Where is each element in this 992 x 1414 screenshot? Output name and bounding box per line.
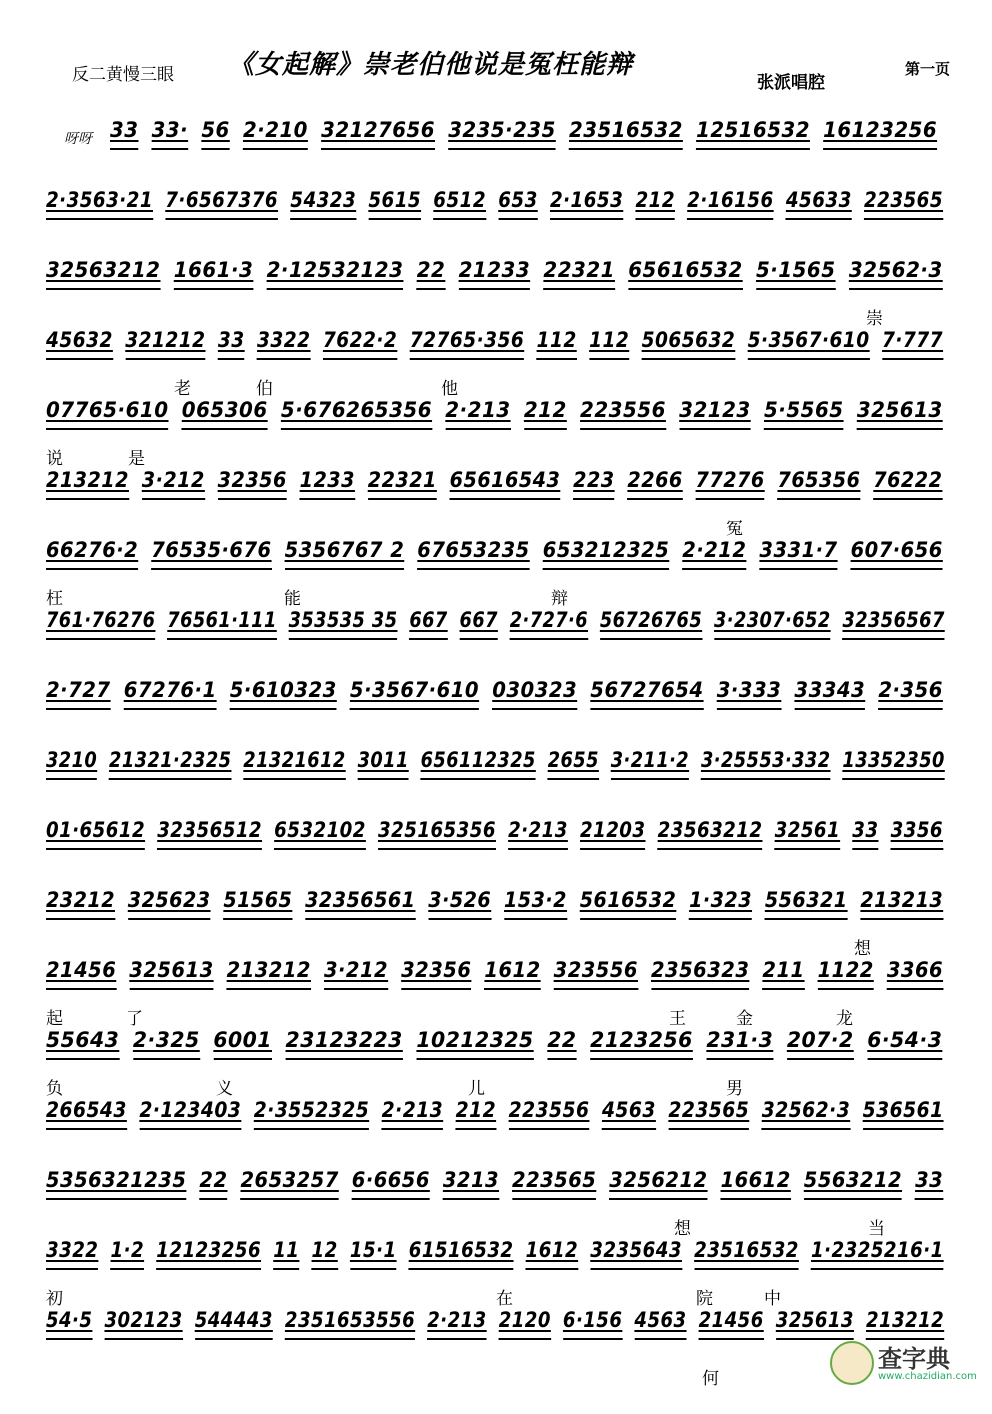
note-group: 207·2 [786, 1028, 854, 1052]
note-group: 21233 [458, 258, 531, 282]
note-group: 2356323 [650, 958, 750, 982]
lyric-line [46, 1284, 966, 1308]
note-group: 5065632 [641, 328, 736, 352]
lyric-char: 男 [726, 1079, 743, 1099]
note-group: 22 [547, 1028, 577, 1052]
note-group: 3·2307·652 [713, 608, 831, 632]
note-group: 3·212 [323, 958, 389, 982]
note-group: 266543 [46, 1098, 127, 1122]
note-group: 54323 [290, 188, 357, 212]
note-group: 32356 [217, 468, 287, 492]
note-group: 211 [762, 958, 805, 982]
page-number: 第一页 [905, 60, 951, 78]
note-group: 3011 [357, 748, 409, 772]
notation-line [46, 678, 956, 702]
lyric-char: 老 [174, 379, 191, 399]
lyric-line [46, 514, 966, 538]
note-group: 32356 [401, 958, 472, 982]
note-group: 32563212 [46, 258, 161, 282]
note-group: 76561·111 [167, 608, 277, 632]
note-group: 223556 [580, 398, 666, 422]
note-group: 32356561 [305, 888, 416, 912]
note-group: 23563212 [657, 818, 763, 842]
notation-line [46, 468, 955, 492]
note-group: 07765·610 [46, 398, 169, 422]
note-group: 6·156 [562, 1308, 623, 1332]
note-group: 3356 [890, 818, 944, 842]
lyric-line [46, 234, 966, 258]
note-group: 2·213 [508, 818, 568, 842]
score-row [46, 1028, 966, 1099]
notation-line [46, 748, 957, 772]
notation-line [46, 818, 955, 842]
note-group: 01·65612 [46, 818, 146, 842]
note-group: 3·526 [428, 888, 492, 912]
note-group: 5356321235 [46, 1168, 187, 1192]
note-group: 16123256 [823, 118, 938, 142]
note-group: 213212 [226, 958, 311, 982]
note-group: 2·727 [46, 678, 111, 702]
lyric-char: 了 [126, 1009, 143, 1029]
note-group: 45632 [46, 328, 113, 352]
lyric-char: 院 [696, 1289, 713, 1309]
score-row [46, 328, 966, 399]
note-group: 15·1 [349, 1238, 397, 1262]
page-title: 《女起解》崇老伯他说是冤枉能辩 [228, 50, 634, 80]
note-group: 5615 [368, 188, 422, 212]
note-group: 2·213 [445, 398, 511, 422]
lyric-char: 能 [284, 589, 301, 609]
notation-line [46, 1168, 956, 1192]
watermark-url: www.chazidian.com [878, 1371, 977, 1382]
note-group: 65616543 [449, 468, 561, 492]
note-group: 1612 [484, 958, 541, 982]
note-group: 213213 [860, 888, 944, 912]
vocal-prefix: 呀呀 [64, 131, 92, 147]
note-group: 2·727·6 [509, 608, 589, 632]
note-group: 607·656 [850, 538, 943, 562]
note-group: 2·16156 [687, 188, 774, 212]
note-group: 72765·356 [409, 328, 525, 352]
note-group: 23212 [46, 888, 115, 912]
lyric-char: 当 [868, 1219, 885, 1239]
note-group: 3·333 [716, 678, 782, 702]
notation-line [46, 1238, 956, 1262]
note-group: 213212 [866, 1308, 945, 1332]
note-group: 3·211·2 [610, 748, 690, 772]
note-group: 3366 [886, 958, 944, 982]
note-group: 325613 [129, 958, 214, 982]
note-group: 3213 [442, 1168, 500, 1192]
lyric-line [46, 444, 966, 468]
score-row [46, 958, 966, 1029]
lyric-line [46, 724, 966, 748]
lyric-char: 伯 [256, 379, 273, 399]
note-group: 2120 [498, 1308, 551, 1332]
note-group: 12 [311, 1238, 338, 1262]
score-row [46, 188, 966, 224]
score-row [46, 608, 966, 644]
note-group: 55643 [46, 1028, 120, 1052]
note-group: 3·25553·332 [700, 748, 831, 772]
lyric-char: 负 [46, 1079, 63, 1099]
note-group: 323556 [553, 958, 638, 982]
note-group: 32561 [774, 818, 841, 842]
note-group: 13352350 [842, 748, 945, 772]
note-group: 32562·3 [761, 1098, 851, 1122]
mascot-icon [830, 1341, 874, 1385]
note-group: 325623 [127, 888, 211, 912]
lyric-line [46, 584, 966, 608]
note-group: 21456 [698, 1308, 764, 1332]
lyric-char: 枉 [46, 589, 63, 609]
note-group: 2·1653 [549, 188, 624, 212]
note-group: 2·356 [878, 678, 943, 702]
note-group: 4563 [601, 1098, 656, 1122]
note-group: 112 [536, 328, 577, 352]
note-group: 45633 [785, 188, 852, 212]
lyric-char: 冤 [726, 519, 743, 539]
note-group: 153·2 [503, 888, 567, 912]
note-group: 3235·235 [448, 118, 556, 142]
note-group: 1122 [817, 958, 874, 982]
lyric-line [46, 304, 966, 328]
note-group: 2·3563·21 [46, 188, 154, 212]
lyric-line [46, 934, 966, 958]
note-group: 1·323 [689, 888, 753, 912]
note-group: 325613 [775, 1308, 854, 1332]
lyric-line [46, 864, 966, 888]
lyric-char: 义 [216, 1079, 233, 1099]
note-group: 5·1565 [755, 258, 836, 282]
notation-line [46, 188, 955, 212]
note-group: 54·5 [46, 1308, 93, 1332]
lyric-char: 儿 [468, 1079, 485, 1099]
note-group: 16612 [720, 1168, 791, 1192]
note-group: 56726765 [599, 608, 703, 632]
lyric-char: 辩 [551, 589, 568, 609]
lyric-char: 在 [496, 1289, 513, 1309]
note-group: 030323 [492, 678, 578, 702]
note-group: 32356512 [157, 818, 263, 842]
note-group: 12516532 [696, 118, 810, 142]
note-group: 22321 [543, 258, 615, 282]
note-group: 33· [151, 118, 189, 142]
note-group: 223565 [668, 1098, 750, 1122]
notation-line [46, 258, 956, 282]
note-group: 223565 [863, 188, 944, 212]
note-group: 33 [915, 1168, 944, 1192]
lyric-line [46, 1214, 966, 1238]
note-group: 353535 35 [288, 608, 398, 632]
note-group: 23516532 [694, 1238, 799, 1262]
key-signature: 反二黄慢三眼 [72, 65, 174, 85]
note-group: 653212325 [542, 538, 670, 562]
note-group: 6·6656 [351, 1168, 430, 1192]
note-group: 212 [455, 1098, 497, 1122]
note-group: 32127656 [321, 118, 436, 142]
note-group: 3210 [46, 748, 98, 772]
note-group: 5·3567·610 [349, 678, 480, 702]
note-group: 2·12532123 [266, 258, 404, 282]
notation-line [46, 328, 955, 352]
note-group: 223565 [512, 1168, 597, 1192]
lyric-char: 是 [128, 449, 145, 469]
note-group: 212 [523, 398, 567, 422]
note-group: 6532102 [274, 818, 366, 842]
note-group: 6512 [433, 188, 487, 212]
notation-line [46, 1308, 956, 1332]
note-group: 33 [852, 818, 879, 842]
note-group: 213212 [46, 468, 129, 492]
note-group: 2123256 [590, 1028, 693, 1052]
note-group: 5·5565 [763, 398, 844, 422]
lyric-line [46, 1004, 966, 1028]
lyric-char: 想 [674, 1219, 691, 1239]
notation-line [46, 608, 957, 632]
lyric-char: 起 [46, 1009, 63, 1029]
watermark-logo [816, 1335, 976, 1391]
lyric-char: 中 [764, 1289, 781, 1309]
note-group: 667 [409, 608, 448, 632]
lyric-char: 龙 [836, 1009, 853, 1029]
note-group: 1661·3 [173, 258, 254, 282]
note-group: 2·3552325 [253, 1098, 370, 1122]
note-group: 231·3 [706, 1028, 774, 1052]
note-group: 32562·3 [848, 258, 943, 282]
score-row [110, 118, 992, 154]
note-group: 23516532 [569, 118, 683, 142]
lyric-char: 初 [46, 1289, 63, 1309]
note-group: 32123 [679, 398, 751, 422]
score-row [46, 888, 966, 959]
note-group: 7·777 [882, 328, 944, 352]
note-group: 22 [416, 258, 446, 282]
lyric-line [46, 1074, 966, 1098]
note-group: 2·210 [242, 118, 308, 142]
note-group: 2351653556 [284, 1308, 416, 1332]
note-group: 21456 [46, 958, 117, 982]
note-group: 302123 [104, 1308, 183, 1332]
note-group: 667 [459, 608, 498, 632]
note-group: 11 [273, 1238, 300, 1262]
note-group: 7·6567376 [165, 188, 279, 212]
note-group: 1233 [299, 468, 355, 492]
lyric-char: 他 [441, 379, 458, 399]
note-group: 77276 [695, 468, 765, 492]
notation-line [46, 1028, 956, 1052]
note-group: 556321 [764, 888, 848, 912]
note-group: 56727654 [590, 678, 704, 702]
note-group: 112 [589, 328, 630, 352]
note-group: 22 [199, 1168, 228, 1192]
lyric-char: 王 [669, 1009, 686, 1029]
lyric-line [110, 164, 992, 188]
note-group: 2·213 [381, 1098, 444, 1122]
lyric-char: 何 [702, 1369, 719, 1389]
score-row [46, 1168, 966, 1239]
score-row [46, 1238, 966, 1309]
lyric-line [46, 794, 966, 818]
note-group: 5563212 [803, 1168, 903, 1192]
note-group: 4563 [634, 1308, 687, 1332]
note-group: 2266 [627, 468, 683, 492]
note-group: 33 [217, 328, 245, 352]
note-group: 6·54·3 [867, 1028, 943, 1052]
note-group: 7622·2 [322, 328, 398, 352]
note-group: 656112325 [420, 748, 536, 772]
score-row [46, 748, 966, 784]
lyric-line [46, 654, 966, 678]
lyric-char: 想 [854, 939, 871, 959]
note-group: 1·2325216·1 [811, 1238, 944, 1262]
notation-line [46, 538, 956, 562]
note-group: 3322 [46, 1238, 99, 1262]
note-group: 765356 [777, 468, 861, 492]
note-group: 21321612 [243, 748, 346, 772]
score-row [46, 818, 966, 854]
note-group: 6001 [213, 1028, 272, 1052]
lyric-line [46, 1144, 966, 1168]
note-group: 065306 [181, 398, 268, 422]
lyric-char: 金 [736, 1009, 753, 1029]
note-group: 67276·1 [123, 678, 217, 702]
note-group: 544443 [194, 1308, 273, 1332]
note-group: 223556 [508, 1098, 590, 1122]
note-group: 761·76276 [46, 608, 156, 632]
note-group: 5·676265356 [280, 398, 433, 422]
score-row [46, 468, 966, 539]
lyric-line [46, 374, 966, 398]
notation-line [110, 118, 950, 142]
note-group: 2·212 [682, 538, 747, 562]
singer-style: 张派唱腔 [757, 73, 825, 93]
notation-line [46, 888, 956, 912]
note-group: 5·610323 [229, 678, 337, 702]
note-group: 2655 [547, 748, 599, 772]
score-row [46, 398, 966, 469]
note-group: 10212325 [416, 1028, 534, 1052]
note-group: 3331·7 [759, 538, 838, 562]
note-group: 2·213 [427, 1308, 487, 1332]
note-group: 2·123403 [139, 1098, 242, 1122]
note-group: 21321·2325 [109, 748, 232, 772]
note-group: 5·3567·610 [747, 328, 870, 352]
notation-line [46, 398, 956, 422]
note-group: 3256212 [609, 1168, 708, 1192]
note-group: 23123223 [285, 1028, 403, 1052]
note-group: 653 [498, 188, 538, 212]
note-group: 212 [635, 188, 675, 212]
score-row [46, 678, 966, 714]
note-group: 12123256 [156, 1238, 262, 1262]
note-group: 3235643 [590, 1238, 682, 1262]
note-group: 325165356 [378, 818, 496, 842]
note-group: 67653235 [417, 538, 530, 562]
notation-line [46, 1098, 956, 1122]
note-group: 1·2 [110, 1238, 145, 1262]
note-group: 2653257 [240, 1168, 339, 1192]
note-group: 56 [201, 118, 230, 142]
note-group: 5616532 [579, 888, 677, 912]
lyric-char: 崇 [866, 309, 883, 329]
note-group: 76535·676 [151, 538, 272, 562]
note-group: 32356567 [842, 608, 945, 632]
note-group: 223 [573, 468, 615, 492]
notation-line [46, 958, 956, 982]
watermark-text: 查字典 [878, 1345, 950, 1373]
note-group: 66276·2 [46, 538, 139, 562]
note-group: 536561 [862, 1098, 944, 1122]
note-group: 5356767 2 [284, 538, 405, 562]
score-row [46, 258, 966, 329]
score-row [46, 1098, 966, 1134]
note-group: 3·212 [141, 468, 205, 492]
note-group: 21203 [580, 818, 646, 842]
note-group: 76222 [873, 468, 943, 492]
note-group: 61516532 [408, 1238, 514, 1262]
lyric-char: 说 [46, 449, 63, 469]
note-group: 1612 [525, 1238, 579, 1262]
note-group: 3322 [257, 328, 311, 352]
note-group: 22321 [367, 468, 437, 492]
note-group: 33343 [794, 678, 866, 702]
note-group: 325613 [856, 398, 943, 422]
note-group: 65616532 [628, 258, 743, 282]
note-group: 321212 [125, 328, 206, 352]
note-group: 2·325 [132, 1028, 200, 1052]
score-row [46, 538, 966, 609]
note-group: 33 [110, 118, 139, 142]
note-group: 51565 [223, 888, 293, 912]
